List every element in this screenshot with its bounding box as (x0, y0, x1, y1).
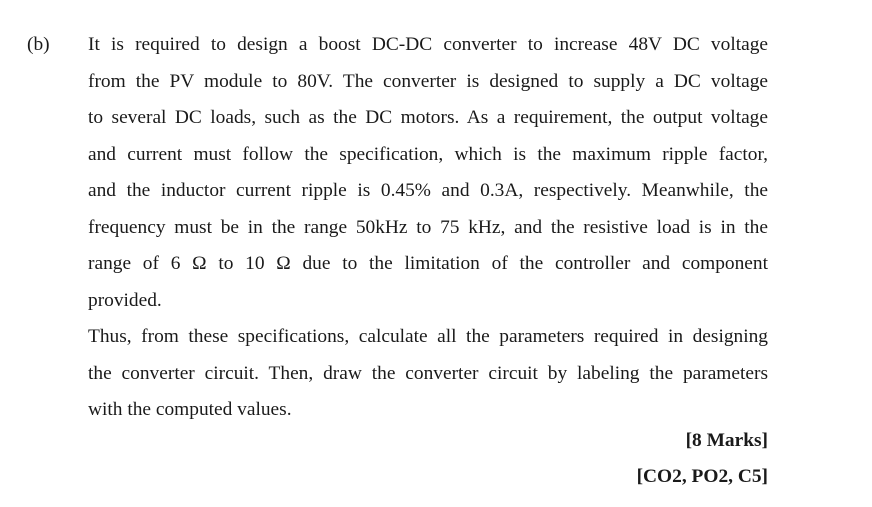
paragraph2-line-2: the converter circuit. Then, draw the converter circuit by labeling the parameters (88, 362, 768, 384)
course-outcomes: [CO2, PO2, C5] (636, 466, 768, 487)
paragraph1-line-5: and the inductor current ripple is 0.45% and 0.3A, respectively. Meanwhile, the (88, 180, 768, 201)
paragraph1-line-7: range of 6 Ω to 10 Ω due to the limitation of the controller and component (88, 253, 768, 274)
question-label: (b) (27, 34, 50, 55)
paragraph2-line-1: Thus, from these specifications, calculate all the parameters required in designing (88, 326, 768, 347)
paragraph1-line-6: frequency must be in the range 50kHz to 75 kHz, and the resistive load is in the (88, 216, 768, 238)
paragraph2-line-3: with the computed values. (88, 399, 292, 420)
paragraph1-line-3: to several DC loads, such as the DC motors. As a requirement, the output voltage (88, 107, 768, 128)
paragraph1-line-1: It is required to design a boost DC-DC converter to increase 48V DC voltage (88, 34, 768, 55)
paragraph1-line-8: provided. (88, 289, 162, 311)
marks-allocation: [8 Marks] (685, 430, 768, 451)
paragraph1-line-2: from the PV module to 80V. The converter is designed to supply a DC voltage (88, 70, 768, 92)
question-body (88, 27, 768, 429)
paragraph1-line-4: and current must follow the specification, which is the maximum ripple factor, (88, 143, 768, 165)
